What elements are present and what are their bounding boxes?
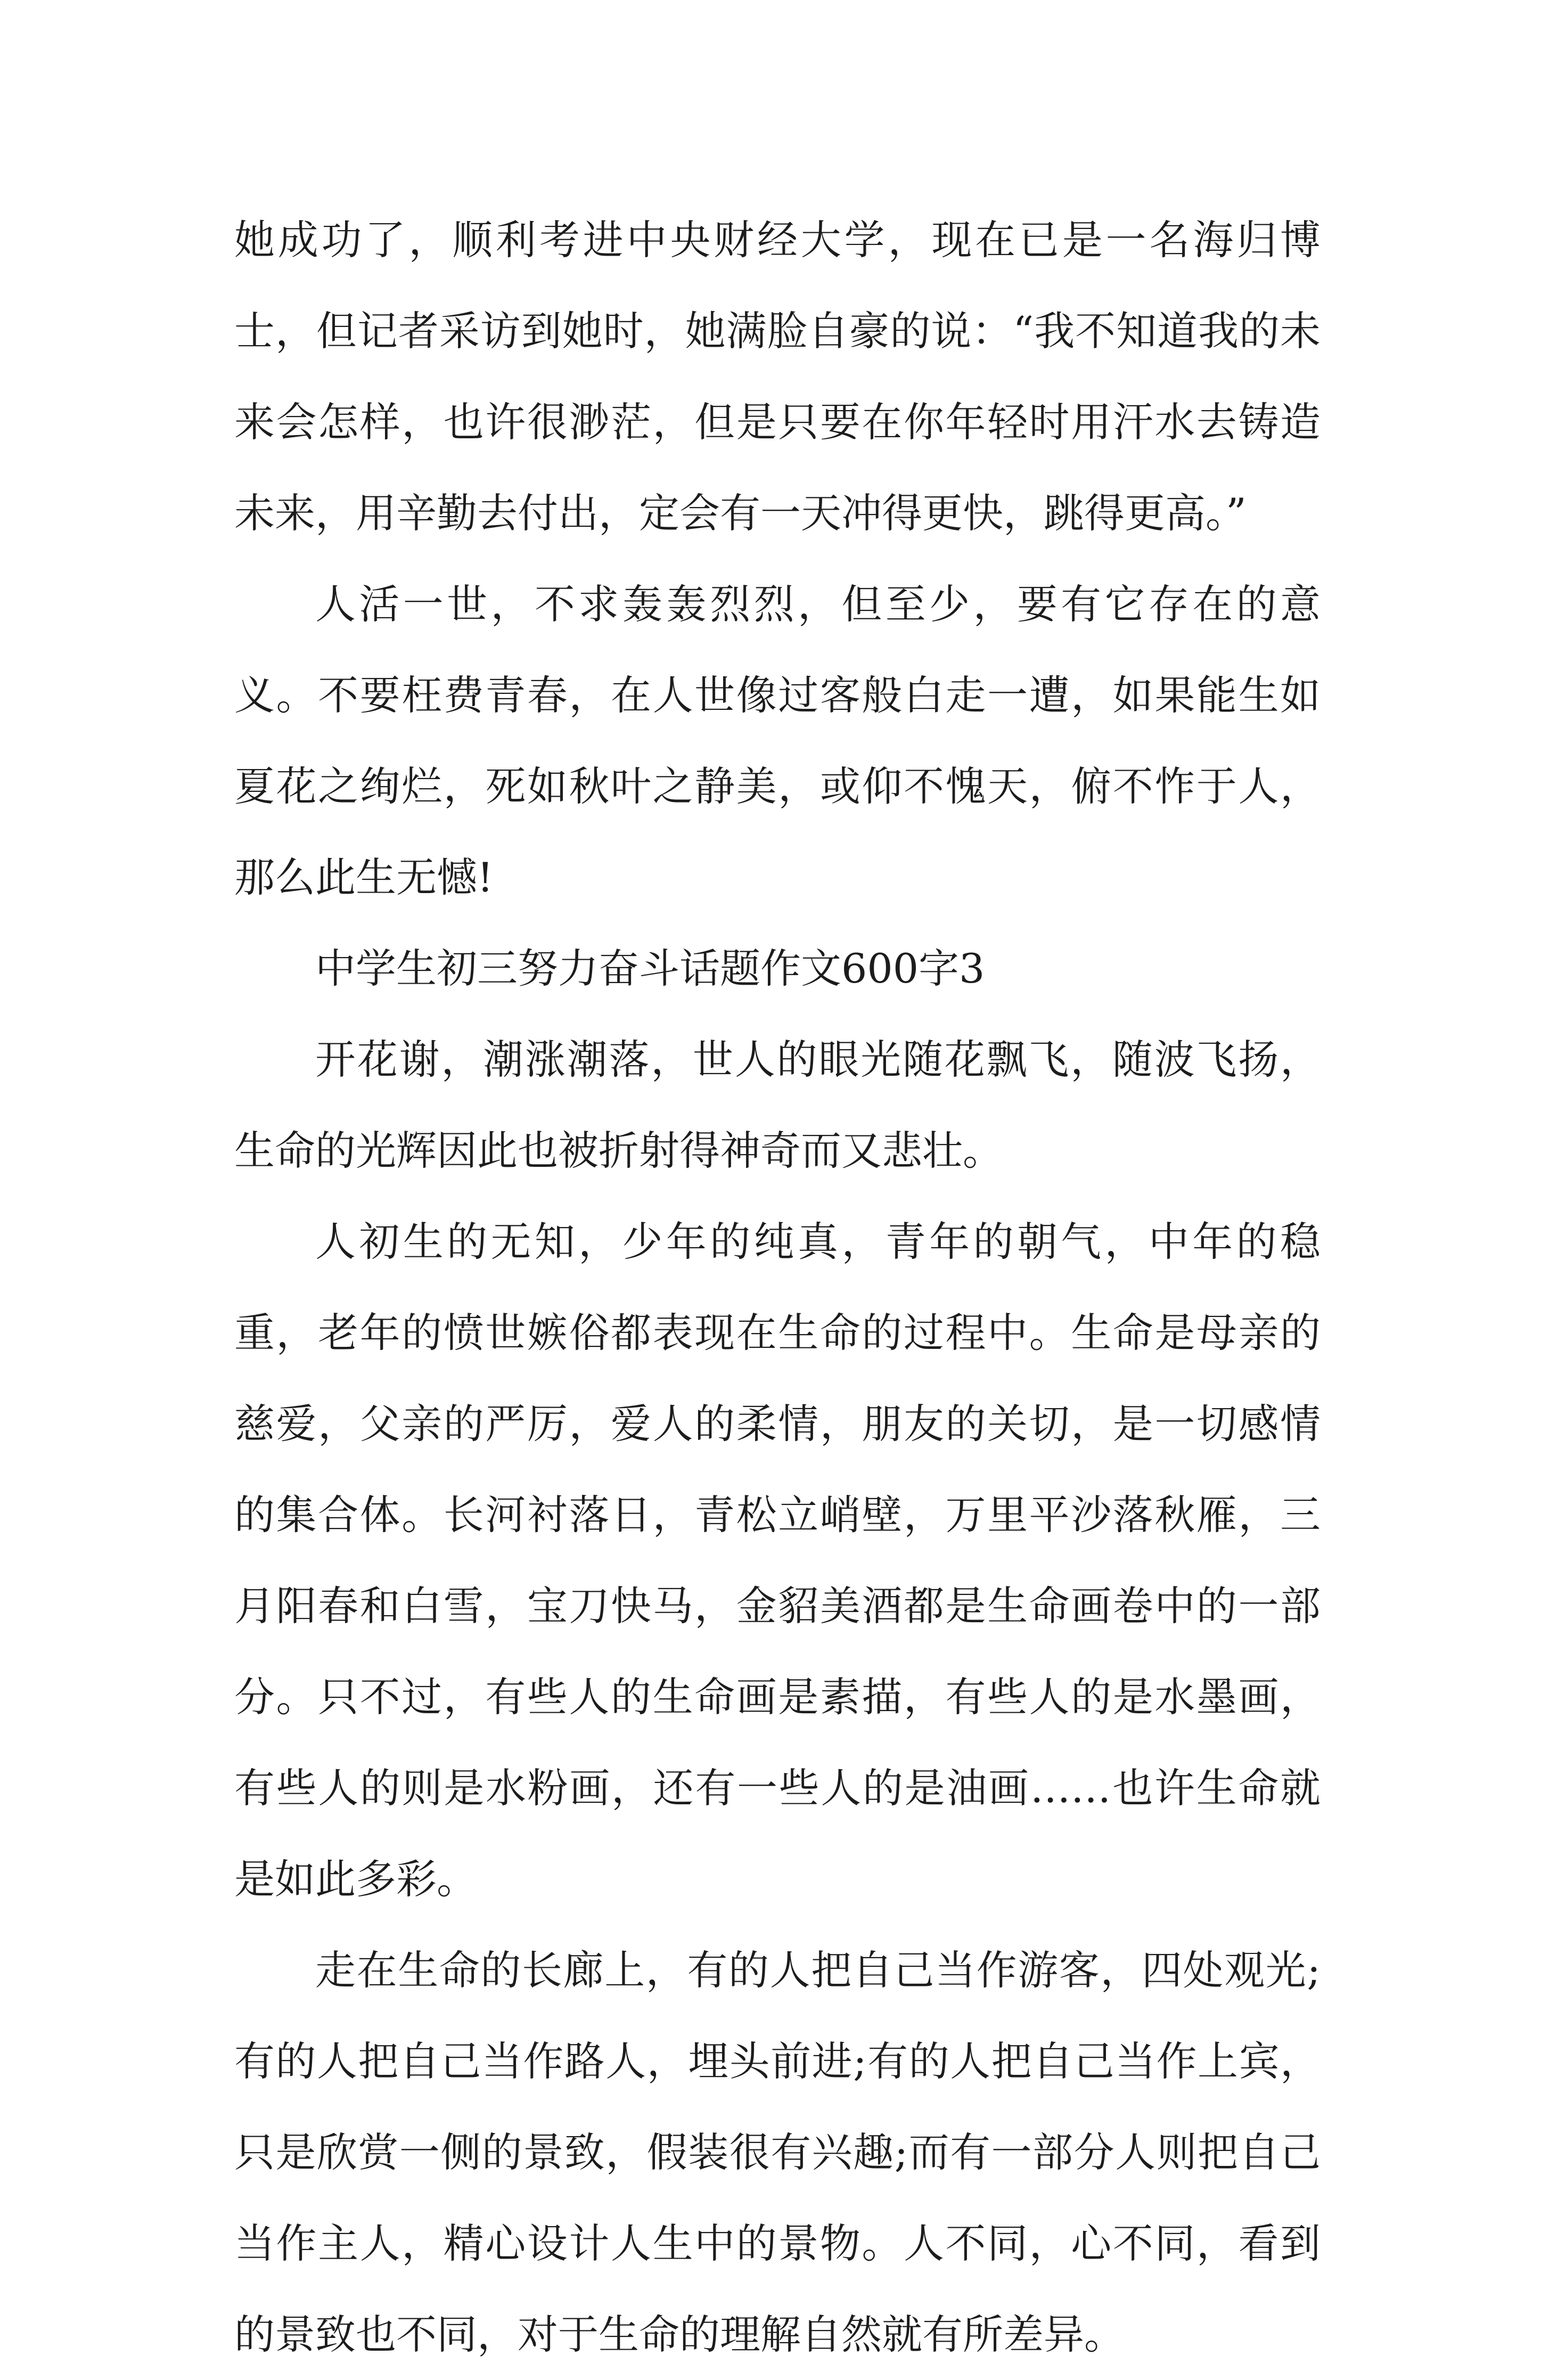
document-page (234, 194, 1321, 2380)
paragraph-stages-of-life: 人初生的无知，少年的纯真，青年的朝气，中年的稳重，老年的愤世嫉俗都表现在生命的过程中。生命是母亲的慈爱，父亲的严厉，爱人的柔情，朋友的关切，是一切感情的集合体。长河衬落日，青松立峭壁，万里平沙落秋雁，三月阳春和白雪，宝刀快马，金貂美酒都是生命画卷中的一部分。只不过，有些人的生命画是素描，有些人的是水墨画，有些人的则是水粉画，还有一些人的是油画……也许生命就是如此多彩。 (234, 1218, 1321, 1903)
paragraph-corridor-of-life: 走在生命的长廊上，有的人把自己当作游客，四处观光;有的人把自己当作路人，埋头前进;有的人把自己当作上宾，只是欣赏一侧的景致，假装很有兴趣;而有一部分人则把自己当作主人，精心设计人生中的景物。人不同，心不同，看到的景致也不同，对于生命的理解自然就有所差异。 (234, 1946, 1321, 2358)
paragraph-meaning-of-life: 人活一世，不求轰轰烈烈，但至少，要有它存在的意义。不要枉费青春，在人世像过客般白走一遭，如果能生如夏花之绚烂，死如秋叶之静美，或仰不愧天，俯不怍于人，那么此生无憾! (234, 580, 1321, 901)
paragraph-continued: 她成功了，顺利考进中央财经大学，现在已是一名海归博士，但记者采访到她时，她满脸自豪的说：“我不知道我的未来会怎样，也许很渺茫，但是只要在你年轻时用汗水去铸造未来，用辛勤去付出，定会有一天冲得更快，跳得更高。” (234, 216, 1321, 537)
paragraph-flowers: 开花谢，潮涨潮落，世人的眼光随花飘飞，随波飞扬，生命的光辉因此也被折射得神奇而又悲壮。 (234, 1036, 1321, 1174)
section-heading: 中学生初三努力奋斗话题作文600字3 (315, 945, 985, 992)
